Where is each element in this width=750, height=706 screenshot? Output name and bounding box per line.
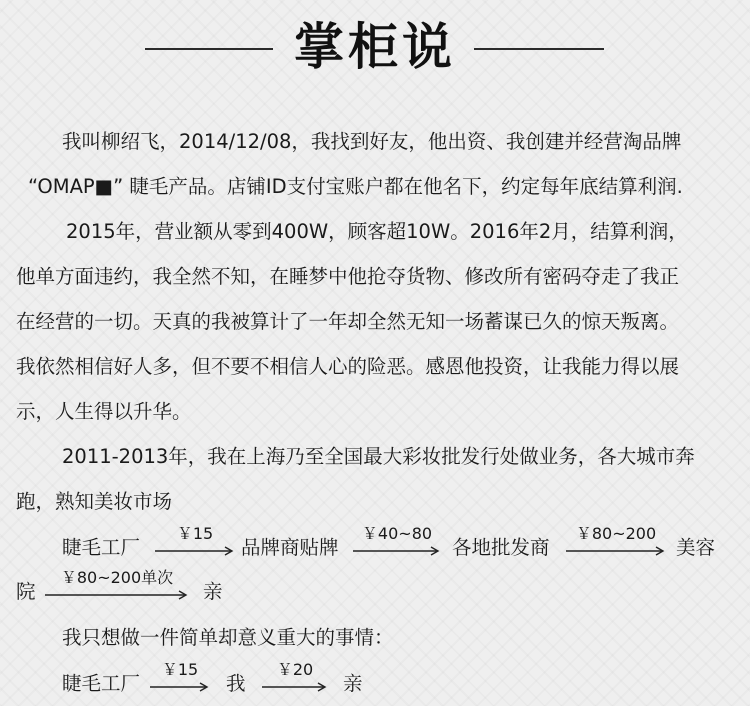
paragraph-line: 跑，熟知美妆市场 [16, 490, 173, 513]
paragraph-line: 我依然相信好人多，但不要不相信人心的险恶。感恩他投资，让我能力得以展 [16, 355, 680, 378]
arrow-icon [45, 590, 189, 600]
paragraph-line: “OMAP■” 睫毛产品。店铺ID支付宝账户都在他名下，约定每年底结算利润. [28, 175, 683, 198]
arrow-icon [353, 546, 441, 556]
paragraph-line: 2011-2013年，我在上海乃至全国最大彩妆批发行处做业务，各大城市奔 [62, 445, 695, 468]
title-row [0, 14, 750, 84]
flow-step-factory: 睫毛工厂 [62, 672, 141, 695]
price-label: ￥20 [276, 660, 314, 679]
flow-step-me: 我 [226, 672, 246, 695]
arrow-icon [262, 682, 328, 692]
flow-arrow [262, 660, 328, 694]
flow-step-customer: 亲 [343, 672, 363, 695]
flow-step-wholesaler: 各地批发商 [452, 536, 550, 559]
title-right-rule [474, 48, 604, 50]
paragraph-line: 在经营的一切。天真的我被算计了一年却全然无知一场蓄谋已久的惊天叛离。 [16, 310, 680, 333]
price-label: ￥15 [176, 524, 214, 543]
flow-step-salon-part2: 院 [16, 580, 36, 603]
arrow-icon [155, 546, 235, 556]
flow-arrow [150, 660, 210, 694]
arrow-icon [150, 682, 210, 692]
flow-arrow [353, 524, 441, 558]
title-left-rule [145, 48, 273, 50]
paragraph-line: 示，人生得以升华。 [16, 400, 192, 423]
paragraph-line: 2015年，营业额从零到400W，顾客超10W。2016年2月，结算利润， [66, 220, 688, 243]
flow-arrow [45, 568, 189, 602]
flow-step-salon-part1: 美容 [676, 536, 716, 559]
flow-step-brand: 品牌商贴牌 [241, 536, 339, 559]
arrow-icon [566, 546, 666, 556]
price-label: ￥15 [161, 660, 199, 679]
flow-arrow [155, 524, 235, 558]
flow-step-factory: 睫毛工厂 [62, 536, 141, 559]
paragraph-line: 我叫柳绍飞，2014/12/08，我找到好友，他出资、我创建并经营淘品牌 [62, 130, 682, 153]
price-label: ￥80~200 [575, 524, 657, 543]
flow-step-customer: 亲 [203, 580, 223, 603]
price-label: ￥80~200单次 [60, 568, 174, 587]
price-label: ￥40~80 [361, 524, 433, 543]
flow-arrow [566, 524, 666, 558]
closing-line: 我只想做一件简单却意义重大的事情： [62, 626, 394, 649]
paragraph-line: 他单方面违约，我全然不知，在睡梦中他抢夺货物、修改所有密码夺走了我正 [16, 265, 680, 288]
page-title: 掌柜说 [294, 17, 456, 76]
